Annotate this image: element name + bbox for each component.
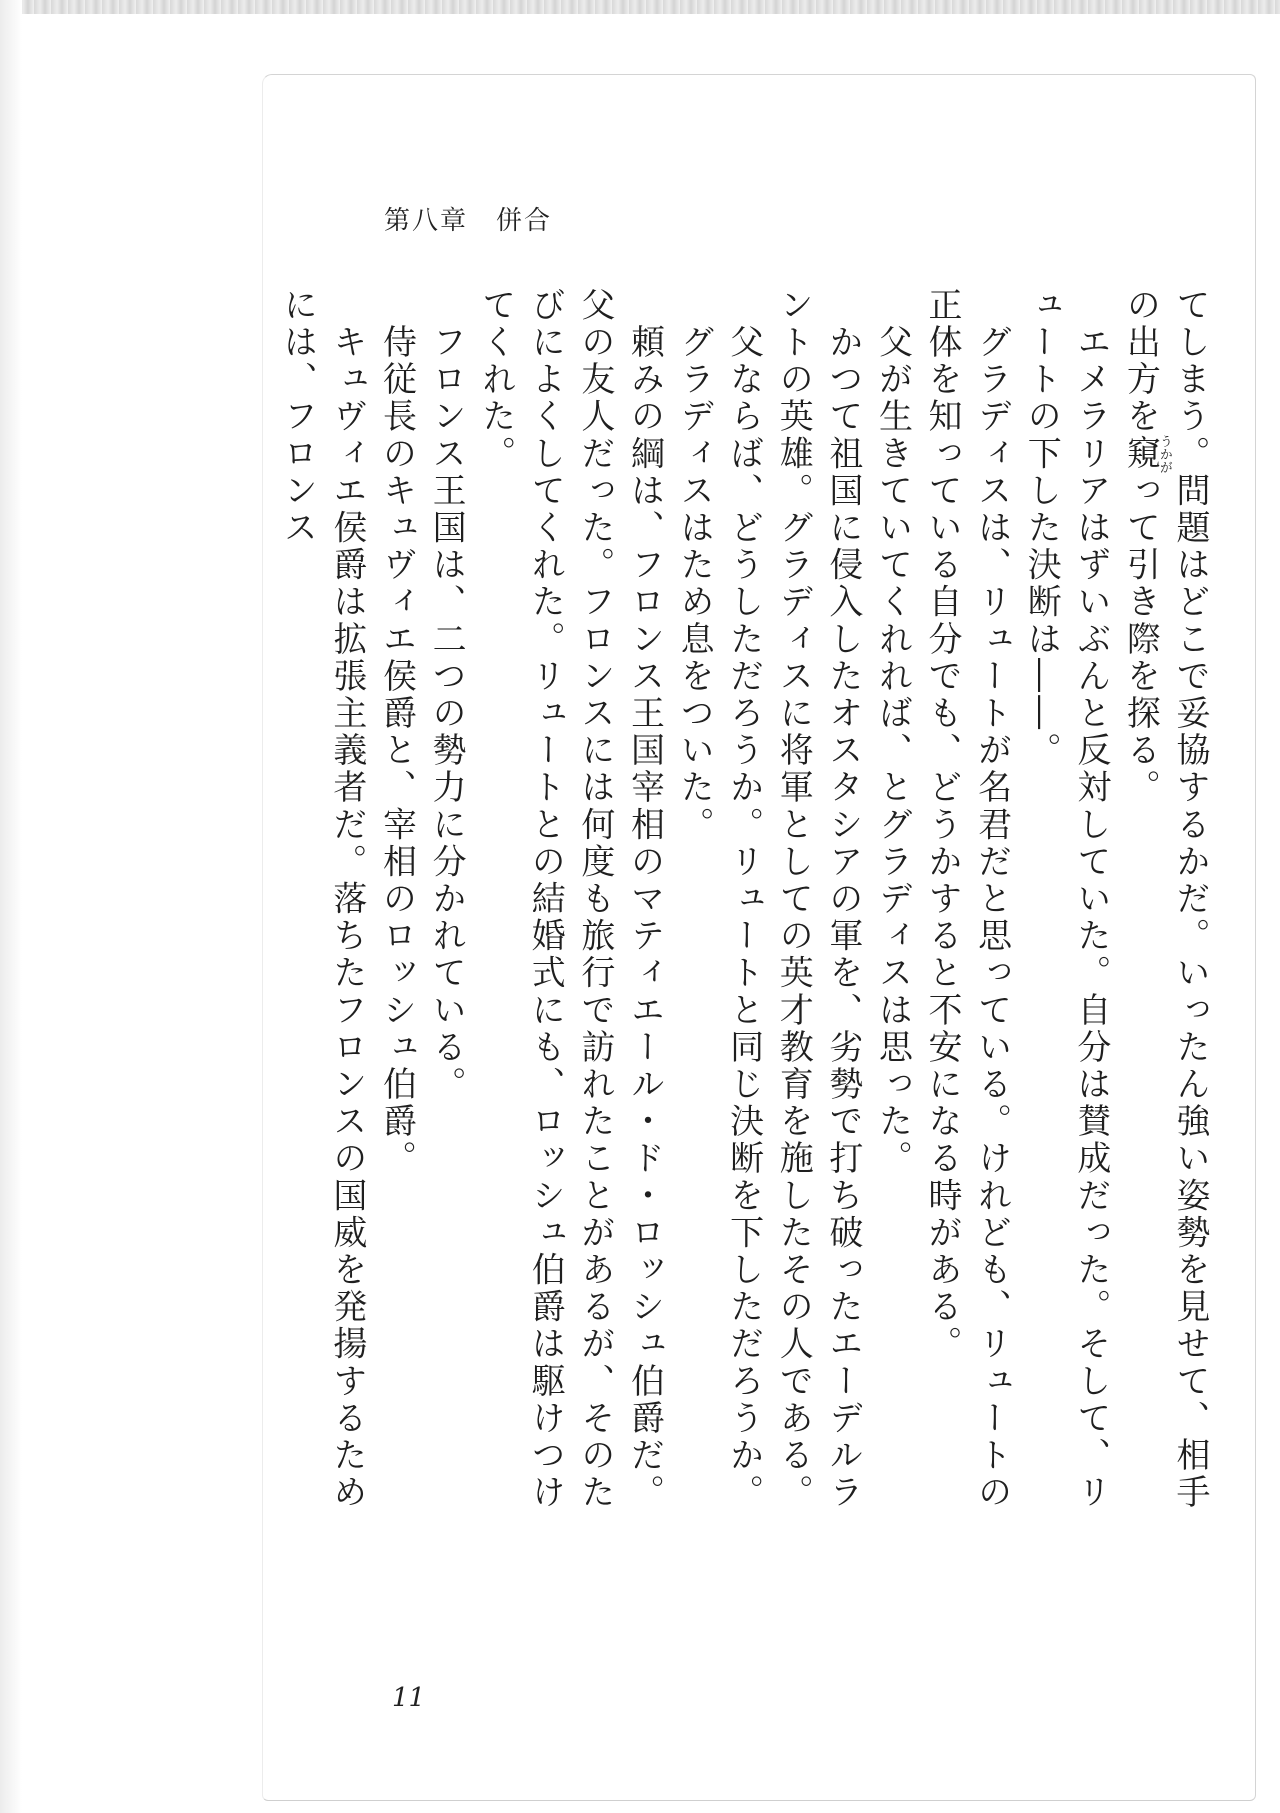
body-text: [272, 287, 1214, 1527]
paragraph: フロンス王国は、二つの勢力に分かれている。: [426, 287, 467, 1104]
paragraph: グラディスはため息をついた。: [674, 287, 715, 844]
paragraph: [1115, 287, 1214, 1527]
paragraph: 侍従長のキュヴィエ侯爵と、宰相のロッシュ伯爵。: [376, 287, 417, 1178]
paragraph: かつて祖国に侵入したオスタシアの軍を、劣勢で打ち破ったエーデルラントの英雄。グラディスに将軍としての英才教育を施したその人である。: [773, 287, 863, 1512]
paragraph: 頼みの綱は、フロンス王国宰相のマティエール・ド・ロッシュ伯爵だ。父の友人だった。フロンスには何度も旅行で訪れたことがあるが、そのたびによくしてくれた。リュートとの結婚式にも、ロッシュ伯爵は駆けつけてくれた。: [475, 287, 665, 1512]
scan-shadow: [0, 0, 22, 1813]
ruby-reading: うかが: [1156, 434, 1172, 474]
paragraph: キュヴィエ侯爵は拡張主義者だ。落ちたフロンスの国威を発揚するためには、フロンス: [277, 287, 367, 1512]
chapter-header: 第八章 併合: [384, 206, 553, 236]
page-number: 11: [392, 1683, 426, 1713]
ruby-word: [1120, 434, 1172, 474]
paragraph-text: って引き際を探る。: [1120, 472, 1161, 807]
paragraph-text: てしまう。問題はどこで妥協するかだ。いったん強い姿勢を見せて、相手の出方を: [1120, 287, 1210, 1512]
paragraph: 父ならば、どうしただろうか。リュートと同じ決断を下しただろうか。: [723, 287, 764, 1512]
ruby-base: 窺: [1120, 434, 1161, 474]
paragraph: グラディスは、リュートが名君だと思っている。けれども、リュートの正体を知っている自分でも、どうかすると不安になる時がある。: [922, 287, 1012, 1512]
paragraph: エメラリアはずいぶんと反対していた。自分は賛成だった。そして、リュートの下した決断は――。: [1021, 287, 1111, 1512]
paragraph: 父が生きていてくれれば、とグラディスは思った。: [872, 287, 913, 1178]
scan-edge: [0, 0, 1280, 14]
